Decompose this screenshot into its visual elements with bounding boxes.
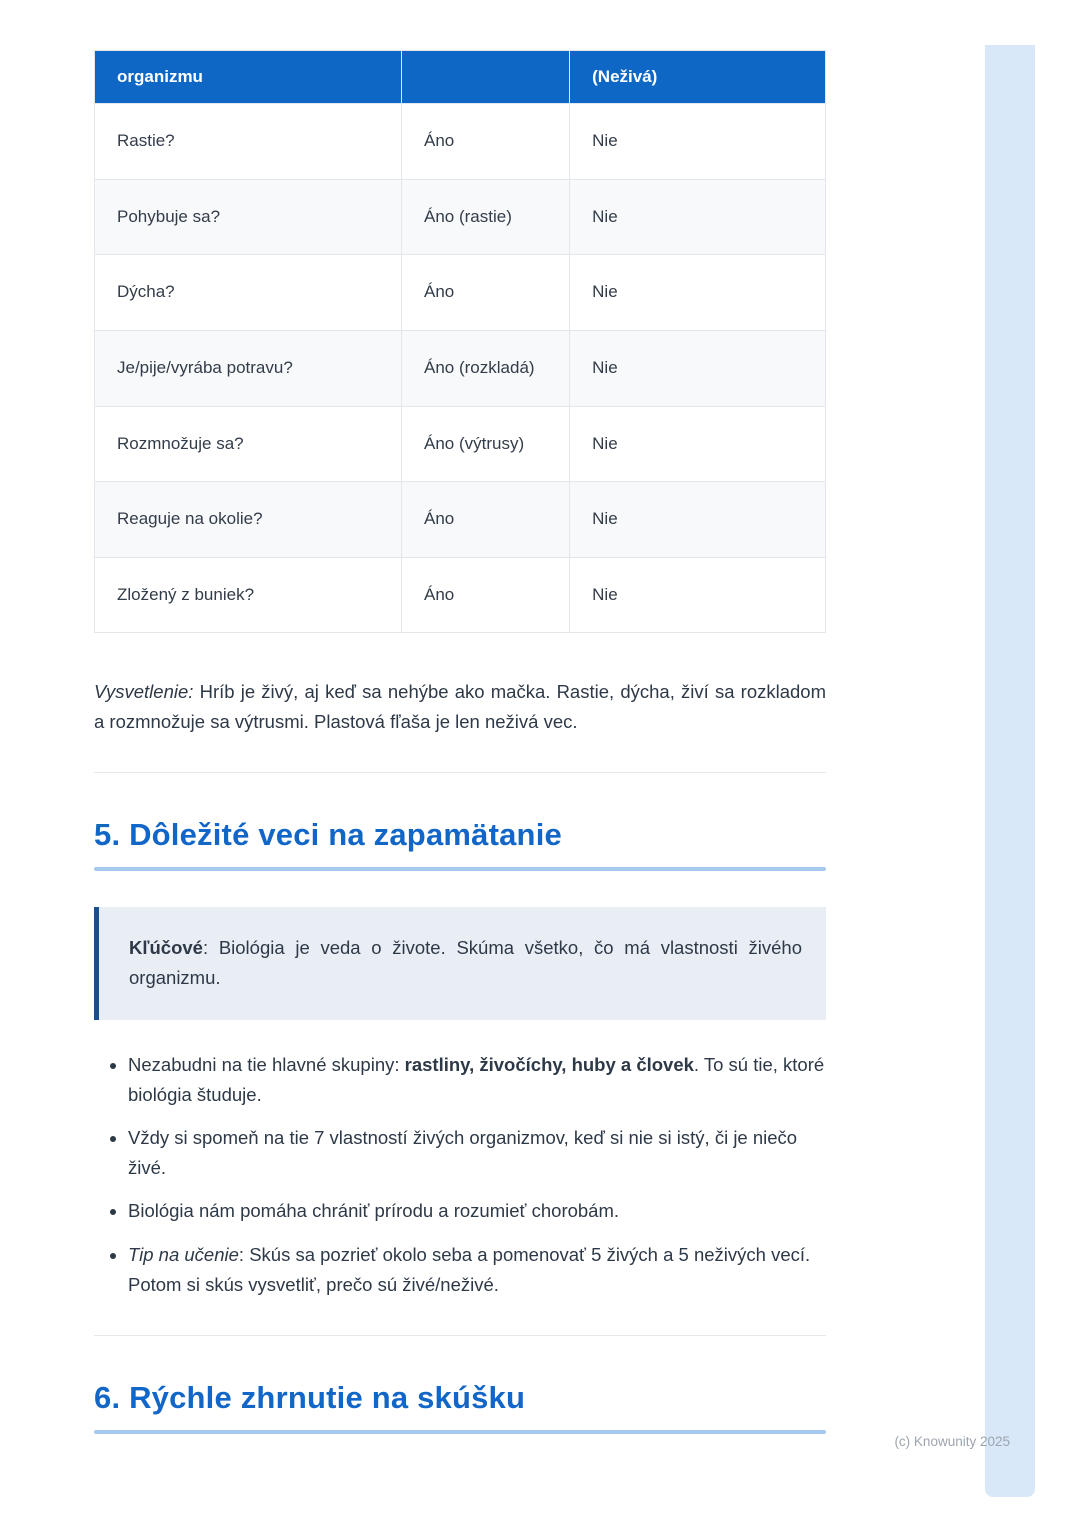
heading-underline [94, 867, 826, 871]
cell-nonliving: Nie [570, 255, 826, 331]
cell-living: Áno [402, 104, 570, 180]
table-header-row [95, 51, 826, 104]
cell-living: Áno [402, 255, 570, 331]
section-divider [94, 772, 826, 773]
table-row [95, 255, 826, 331]
explanation-label: Vysvetlenie: [94, 681, 194, 703]
cell-property: Zložený z buniek? [95, 557, 402, 633]
key-callout [94, 907, 826, 1020]
cell-property: Reaguje na okolie? [95, 482, 402, 558]
list-item [128, 1240, 826, 1299]
table-row [95, 557, 826, 633]
cell-property: Je/pije/vyrába potravu? [95, 330, 402, 406]
bullet-text: Nezabudni na tie hlavné skupiny: [128, 1053, 405, 1075]
cell-living: Áno (rozkladá) [402, 330, 570, 406]
cell-nonliving: Nie [570, 406, 826, 482]
section-6-heading: 6. Rýchle zhrnutie na skúšku [94, 1380, 526, 1416]
cell-living: Áno [402, 482, 570, 558]
cell-property: Dýcha? [95, 255, 402, 331]
cell-property: Rastie? [95, 104, 402, 180]
heading-underline [94, 1430, 826, 1434]
list-item [128, 1196, 826, 1226]
bullet-text: : Skús sa pozrieť okolo seba a pomenovať 5 živých a 5 neživých vecí. Potom si skús vysvetliť, prečo sú živé/neživé. [128, 1243, 811, 1295]
cell-nonliving: Nie [570, 104, 826, 180]
page-content [94, 50, 826, 1434]
callout-label: Kľúčové [129, 936, 203, 958]
key-points-list [94, 1050, 826, 1299]
page-edge-strip [985, 45, 1035, 1497]
bullet-bold-text: rastliny, živočíchy, huby a človek [404, 1053, 694, 1075]
cell-property: Pohybuje sa? [95, 179, 402, 255]
explanation-paragraph [94, 677, 826, 735]
explanation-text: Hríb je živý, aj keď sa nehýbe ako mačka. Rastie, dýcha, živí sa rozkladom a rozmnožuje sa výtrusmi. Plastová fľaša je len neživá vec. [94, 681, 826, 732]
column-header-property: organizmu [95, 51, 402, 104]
cell-living: Áno [402, 557, 570, 633]
list-item [128, 1050, 826, 1109]
copyright-text: (c) Knowunity 2025 [894, 1434, 1010, 1449]
bullet-text: . To sú tie, ktoré biológia študuje. [128, 1053, 825, 1105]
table-row [95, 482, 826, 558]
cell-living: Áno (výtrusy) [402, 406, 570, 482]
callout-text: : Biológia je veda o živote. Skúma všetko, čo má vlastnosti živého organizmu. [129, 936, 802, 989]
table-row [95, 104, 826, 180]
bullet-text: Biológia nám pomáha chrániť prírodu a rozumieť chorobám. [128, 1200, 620, 1222]
living-vs-nonliving-table [94, 50, 826, 633]
cell-nonliving: Nie [570, 482, 826, 558]
cell-nonliving: Nie [570, 557, 826, 633]
table-row [95, 179, 826, 255]
cell-nonliving: Nie [570, 330, 826, 406]
cell-property: Rozmnožuje sa? [95, 406, 402, 482]
cell-nonliving: Nie [570, 179, 826, 255]
section-5-heading: 5. Dôležité veci na zapamätanie [94, 816, 562, 852]
table-row [95, 330, 826, 406]
column-header-nonliving: (Neživá) [570, 51, 826, 104]
column-header-living [402, 51, 570, 104]
bullet-text: Vždy si spomeň na tie 7 vlastností živých organizmov, keď si nie si istý, či je niečo živé. [128, 1127, 798, 1178]
table-row [95, 406, 826, 482]
bullet-italic-text: Tip na učenie [128, 1243, 239, 1265]
section-divider [94, 1335, 826, 1336]
cell-living: Áno (rastie) [402, 179, 570, 255]
list-item [128, 1123, 826, 1182]
